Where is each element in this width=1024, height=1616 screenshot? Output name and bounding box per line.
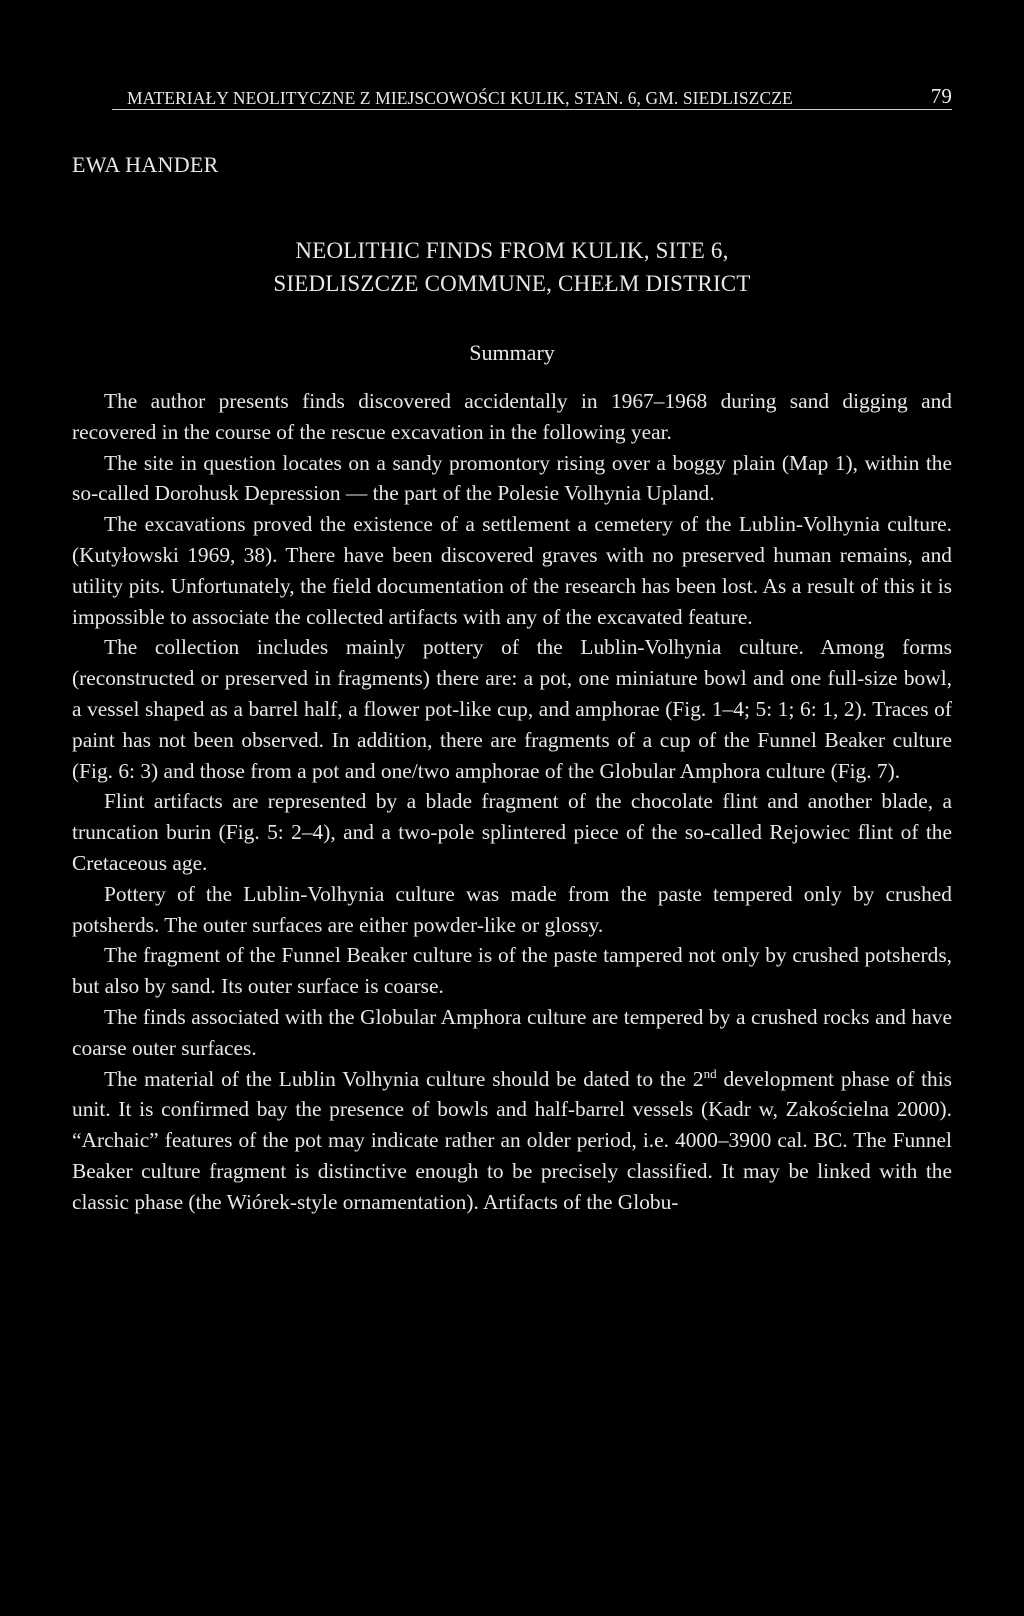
page <box>72 80 952 1218</box>
running-head <box>72 80 952 110</box>
article-title-line-1: NEOLITHIC FINDS FROM KULIK, SITE 6, <box>295 238 729 263</box>
summary-body <box>72 386 952 1218</box>
summary-heading: Summary <box>469 340 555 365</box>
paragraph: The excavations proved the existence of a settlement a cemetery of the Lublin-Volhynia culture. (Kutyłowski 1969, 38). There have been discovered graves with no preserved human remains, and utility pits. Unfortunately, the field documentation of the research has been lost. As a result of this it is impossible to associate the collected artifacts with any of the excavated feature. <box>72 512 952 629</box>
article-title-line-2: SIEDLISZCZE COMMUNE, CHEŁM DISTRICT <box>273 271 751 296</box>
paragraph: The site in question locates on a sandy promontory rising over a boggy plain (Map 1), within the so-called Dorohusk Depression — the part of the Polesie Volhynia Upland. <box>72 450 952 506</box>
paragraph: The finds associated with the Globular Amphora culture are tempered by a crushed rocks and have coarse outer surfaces. <box>72 1004 952 1060</box>
page-number: 79 <box>930 84 952 108</box>
paragraph: The collection includes mainly pottery of the Lublin-Volhynia culture. Among forms (reconstructed or preserved in fragments) there are: a pot, one miniature bowl and one full-size bowl, a vessel shaped as a barrel half, a flower pot-like cup, and amphorae (Fig. 1–4; 5: 1; 6: 1, 2). Traces of paint has not been observed. In addition, there are fragments of a cup of the Funnel Beaker culture (Fig. 6: 3) and those from a pot and one/two amphorae of the Globular Amphora culture (Fig. 7). <box>72 635 952 783</box>
running-head-title: MATERIAŁY NEOLITYCZNE Z MIEJSCOWOŚCI KULIK, STAN. 6, GM. SIEDLISZCZE <box>127 88 793 108</box>
paragraph-last <box>72 1064 952 1218</box>
paragraph: The author presents finds discovered accidentally in 1967–1968 during sand digging and recovered in the course of the rescue excavation in the following year. <box>72 389 952 444</box>
paragraph: Pottery of the Lublin-Volhynia culture was made from the paste tempered only by crushed potsherds. The outer surfaces are either powder-like or glossy. <box>72 881 952 937</box>
ordinal-superscript: nd <box>703 1065 717 1081</box>
header-rule <box>112 109 952 110</box>
paragraph: The fragment of the Funnel Beaker culture is of the paste tampered not only by crushed potsherds, but also by sand. Its outer surface is coarse. <box>72 943 952 999</box>
paragraph-last-part-2: development phase of this unit. It is confirmed bay the presence of bowls and half-barrel vessels (Kadr w, Zakościelna 2000). “Archaic” features of the pot may indicate rather an older period, i.e. 4000–3900 cal. BC. The Funnel Beaker culture fragment is distinctive enough to be precisely classified. It may be linked with the classic phase (the Wiórek-style ornamentation). Artifacts of the Globu- <box>72 1066 952 1214</box>
article-title <box>72 234 952 300</box>
author-name: EWA HANDER <box>72 152 219 177</box>
paragraph-last-part-1: The material of the Lublin Volhynia culture should be dated to the 2 <box>104 1066 704 1091</box>
paragraph: Flint artifacts are represented by a blade fragment of the chocolate flint and another blade, a truncation burin (Fig. 5: 2–4), and a two-pole splintered piece of the so-called Rejowiec flint of the Cretaceous age. <box>72 789 952 875</box>
